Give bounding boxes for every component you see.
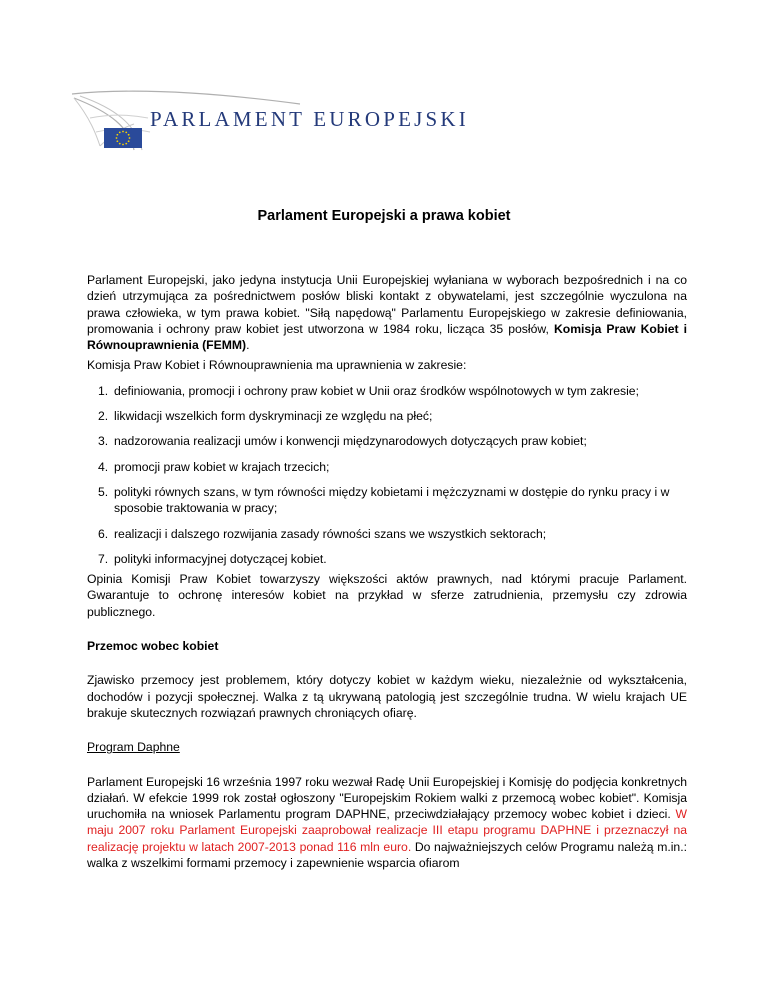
flag-star bbox=[129, 137, 131, 139]
opinion-paragraph: Opinia Komisji Praw Kobiet towarzyszy większości aktów prawnych, nad którymi pracuje Parlament. Gwarantuje to ochronę interesów kobiet na przykład w sferze zatrudnienia, przemysłu czy zdrowia publicznego. bbox=[87, 572, 687, 619]
competence-text: polityki informacyjnej dotyczącej kobiet. bbox=[114, 551, 327, 566]
competence-number: 2. bbox=[98, 409, 109, 424]
competence-number: 5. bbox=[98, 484, 109, 499]
competence-text: polityki równych szans, w tym równości między kobietami i mężczyznami w dostępie do rynku pracy i w sposobie traktowania w pracy; bbox=[114, 484, 670, 516]
competence-item bbox=[87, 408, 687, 424]
flag-star bbox=[128, 140, 130, 142]
competence-text: realizacji i dalszego rozwijania zasady równości szans we wszystkich sektorach; bbox=[114, 526, 547, 541]
logo-text: PARLAMENT EUROPEJSKI bbox=[150, 107, 469, 131]
competence-text: definiowania, promocji i ochrony praw kobiet w Unii oraz środków wspólnotowych w tym zakresie; bbox=[114, 383, 639, 398]
competence-number: 7. bbox=[98, 551, 109, 566]
flag-star bbox=[119, 131, 121, 133]
flag-star bbox=[128, 134, 130, 136]
competence-number: 4. bbox=[98, 459, 109, 474]
competence-item bbox=[87, 383, 687, 399]
violence-paragraph: Zjawisko przemocy jest problemem, który dotyczy kobiet w każdym wieku, niezależnie od wykształcenia, dochodów i pozycji społecznej. Walka z tą ukrywaną patologią jest szczególnie trudna. W wielu krajach UE brakuje skutecznych rozwiązań prawnych chroniących ofiarę. bbox=[87, 673, 687, 720]
competence-number: 6. bbox=[98, 526, 109, 541]
flag-star bbox=[125, 143, 127, 145]
daphne-highlight: W maju 2007 roku Parlament Europejski zaaprobował realizacje III etapu programu DAPHNE i przeznaczył na realizację projektu w latach 2007-2013 ponad 116 mln euro. bbox=[87, 807, 687, 854]
flag-star bbox=[122, 144, 124, 146]
intro-paragraph: Parlament Europejski, jako jedyna instytucja Unii Europejskiej wyłaniana w wyborach bezpośrednich i na co dzień utrzymująca za pośrednictwem posłów bliski kontakt z obywatelami, jest szczególnie wyczulona na prawa człowieka, w tym prawa kobiet. "Siłą napędową" Parlamentu Europejskiego w zakresie definiowania, promowania i ochrony praw kobiet jest utworzona w 1984 roku, licząca 35 posłów, Komisja Praw Kobiet i Równouprawnienia (FEMM). bbox=[87, 273, 687, 353]
flag-star bbox=[116, 137, 118, 139]
flag-star bbox=[116, 140, 118, 142]
flag-star bbox=[125, 131, 127, 133]
competence-text: likwidacji wszelkich form dyskryminacji ze względu na płeć; bbox=[114, 409, 433, 424]
competence-list bbox=[87, 383, 687, 567]
competence-number: 3. bbox=[98, 434, 109, 449]
flag-star bbox=[122, 131, 124, 133]
daphne-paragraph: Parlament Europejski 16 września 1997 roku wezwał Radę Unii Europejskiej i Komisję do podjęcia konkretnych działań. W efekcie 1999 rok został ogłoszony "Europejskim Rokiem walki z przemocą wobec kobiet". Komisja uruchomiła na wniosek Parlamentu program DAPHNE, przeciwdziałający przemocy wobec kobiet i dzieci. W maju 2007 roku Parlament Europejski zaaprobował realizacje III etapu programu DAPHNE i przeznaczył na realizację projektu w latach 2007-2013 ponad 116 mln euro. Do najważniejszych celów Programu należą m.in.: walka z wszelkimi formami przemocy i zapewnienie wsparcia ofiarom bbox=[87, 774, 687, 871]
document-body bbox=[87, 272, 687, 871]
competence-intro: Komisja Praw Kobiet i Równouprawnienia ma uprawnienia w zakresie: bbox=[87, 358, 467, 373]
flag-star bbox=[116, 134, 118, 136]
section-heading-daphne: Program Daphne bbox=[87, 740, 180, 755]
competence-number: 1. bbox=[98, 383, 109, 398]
flag-star bbox=[119, 143, 121, 145]
competence-item bbox=[87, 484, 687, 517]
competence-item bbox=[87, 459, 687, 475]
femm-committee-name: Komisja Praw Kobiet i Równouprawnienia (FEMM) bbox=[87, 321, 687, 353]
competence-item bbox=[87, 551, 687, 567]
section-heading-violence: Przemoc wobec kobiet bbox=[87, 639, 219, 654]
page-title: Parlament Europejski a prawa kobiet bbox=[257, 208, 511, 224]
parliament-logo bbox=[70, 88, 469, 154]
competence-item bbox=[87, 433, 687, 449]
competence-text: promocji praw kobiet w krajach trzecich; bbox=[114, 459, 330, 474]
competence-item bbox=[87, 526, 687, 542]
competence-text: nadzorowania realizacji umów i konwencji międzynarodowych dotyczących praw kobiet; bbox=[114, 434, 587, 449]
